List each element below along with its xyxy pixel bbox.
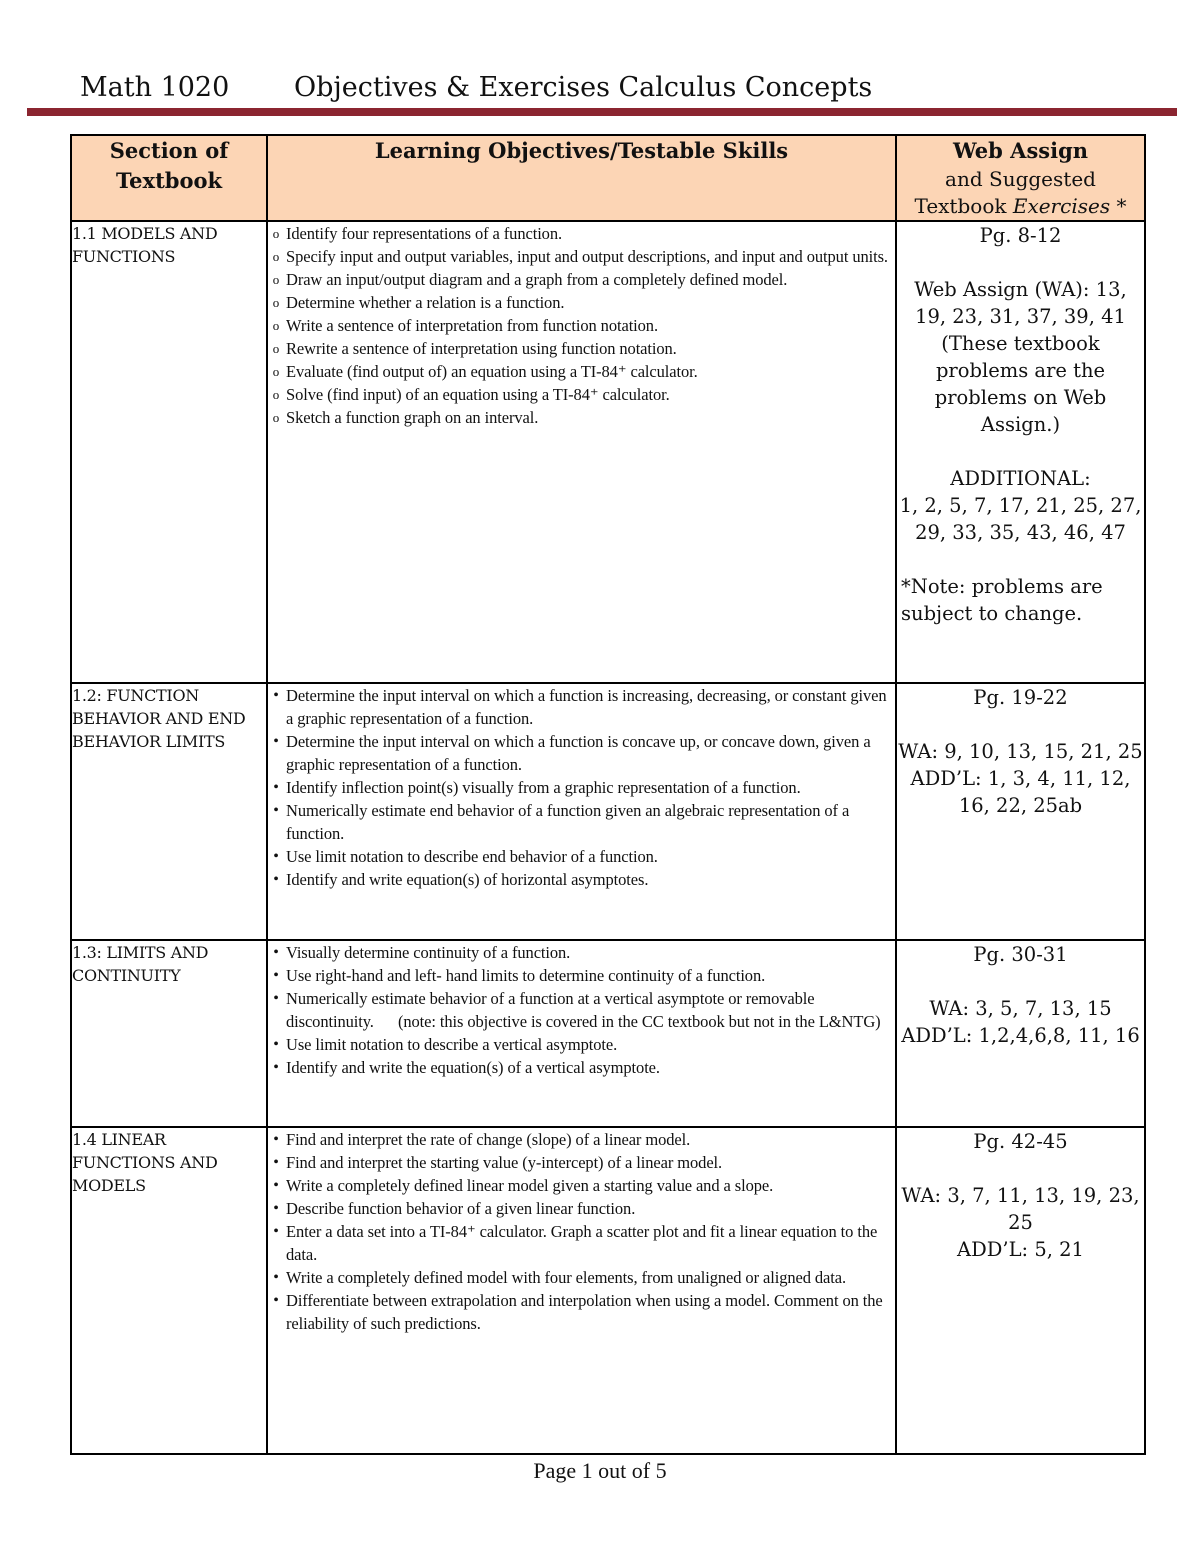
bullet-icon: •	[273, 733, 279, 750]
section-cell: 1.4 LINEAR FUNCTIONS AND MODELS	[71, 1127, 267, 1454]
header-rule	[27, 108, 1177, 116]
objective-text: Specify input and output variables, input and output descriptions, and input and output units.	[286, 247, 888, 266]
objective-item	[268, 1220, 895, 1266]
bullet-icon: •	[273, 1177, 279, 1194]
objective-item	[268, 845, 895, 868]
bullet-icon: •	[273, 990, 279, 1007]
table-row	[71, 221, 1145, 683]
bullet-icon: •	[273, 1131, 279, 1148]
bullet-icon: •	[273, 871, 279, 888]
objective-item	[268, 245, 895, 268]
objective-text: Visually determine continuity of a function.	[286, 943, 571, 962]
bullet-icon: •	[273, 779, 279, 796]
objective-item	[268, 1174, 895, 1197]
objective-text: Identify and write the equation(s) of a vertical asymptote.	[286, 1058, 660, 1077]
bullet-icon: •	[273, 848, 279, 865]
objectives-cell	[267, 940, 896, 1127]
header-objectives: Learning Objectives/Testable Skills	[267, 135, 896, 221]
objective-item	[268, 1033, 895, 1056]
course-code: Math 1020	[80, 72, 230, 103]
objective-item	[268, 383, 895, 406]
objective-text: Write a completely defined model with four elements, from unaligned or aligned data.	[286, 1268, 846, 1287]
objective-item	[268, 799, 895, 845]
table-row	[71, 683, 1145, 940]
bullet-icon: •	[273, 967, 279, 984]
objective-text: Determine the input interval on which a function is concave up, or concave down, given a graphic representation of a function.	[286, 732, 871, 774]
objective-item	[268, 337, 895, 360]
objective-item	[268, 360, 895, 383]
objective-text: Sketch a function graph on an interval.	[286, 408, 539, 427]
webassign-problems: WA: 9, 10, 13, 15, 21, 25	[898, 740, 1143, 763]
section-cell: 1.1 MODELS AND FUNCTIONS	[71, 221, 267, 683]
page-number: Page 1 out of 5	[533, 1458, 667, 1483]
objective-item	[268, 1266, 895, 1289]
document-title: Objectives & Exercises Calculus Concepts	[294, 72, 873, 103]
webassign-cell	[896, 221, 1145, 683]
bullet-icon: •	[273, 802, 279, 819]
header-webassign-sub2-exercises: Exercises	[1012, 194, 1111, 218]
webassign-problems: WA: 3, 7, 11, 13, 19, 23, 25	[901, 1184, 1140, 1234]
bullet-icon: •	[273, 1292, 279, 1309]
objective-item	[268, 291, 895, 314]
additional-label: ADDITIONAL:	[950, 467, 1091, 490]
objective-item	[268, 987, 895, 1033]
page-range: Pg. 42-45	[973, 1130, 1068, 1153]
objective-text: Numerically estimate behavior of a function at a vertical asymptote or removable discontinuity. (note: this objective is covered in the CC textbook but not in the L&NTG)	[286, 989, 881, 1031]
header-webassign-sub2	[897, 193, 1144, 220]
circle-bullet-icon: o	[272, 249, 280, 264]
circle-bullet-icon: o	[272, 341, 280, 356]
objective-text: Find and interpret the rate of change (slope) of a linear model.	[286, 1130, 691, 1149]
header-section	[71, 135, 267, 221]
objective-item	[268, 1056, 895, 1079]
objective-text: Differentiate between extrapolation and interpolation when using a model. Comment on the reliability of such predictions.	[286, 1291, 883, 1333]
objective-item	[268, 1151, 895, 1174]
page-range: Pg. 30-31	[973, 943, 1068, 966]
objective-item	[268, 941, 895, 964]
objective-text: Describe function behavior of a given linear function.	[286, 1199, 636, 1218]
bullet-icon: •	[273, 1059, 279, 1076]
page-range: Pg. 19-22	[973, 686, 1068, 709]
objective-item	[268, 1197, 895, 1220]
circle-bullet-icon: o	[272, 226, 280, 241]
objective-item	[268, 1289, 895, 1335]
objective-text: Determine the input interval on which a function is increasing, decreasing, or constant given a graphic representation of a function.	[286, 686, 887, 728]
page-range: Pg. 8-12	[979, 224, 1062, 247]
objective-item	[268, 268, 895, 291]
header-section-line2: Textbook	[115, 168, 223, 193]
bullet-icon: •	[273, 1223, 279, 1240]
objective-text: Use limit notation to describe a vertical asymptote.	[286, 1035, 618, 1054]
bullet-icon: •	[273, 1200, 279, 1217]
additional-problems: ADD’L: 1,2,4,6,8, 11, 16	[901, 1024, 1140, 1047]
objective-item	[268, 684, 895, 730]
header-webassign-sub2-textbook: Textbook	[914, 194, 1013, 218]
objective-text: Write a sentence of interpretation from function notation.	[286, 316, 658, 335]
webassign-problems: WA: 3, 5, 7, 13, 15	[929, 997, 1112, 1020]
objective-item	[268, 868, 895, 891]
objective-text: Identify four representations of a function.	[286, 224, 563, 243]
objective-text: Use limit notation to describe end behavior of a function.	[286, 847, 658, 866]
section-cell: 1.3: LIMITS AND CONTINUITY	[71, 940, 267, 1127]
section-cell: 1.2: FUNCTION BEHAVIOR AND END BEHAVIOR LIMITS	[71, 683, 267, 940]
additional-problems: ADD’L: 1, 3, 4, 11, 12, 16, 22, 25ab	[910, 767, 1131, 817]
objective-text: Numerically estimate end behavior of a function given an algebraic representation of a function.	[286, 801, 850, 843]
circle-bullet-icon: o	[272, 387, 280, 402]
circle-bullet-icon: o	[272, 272, 280, 287]
objective-text: Draw an input/output diagram and a graph from a completely defined model.	[286, 270, 788, 289]
objective-item	[268, 964, 895, 987]
change-note: *Note: problems are subject to change.	[901, 575, 1103, 625]
objectives-table	[70, 134, 1146, 1455]
objective-item	[268, 730, 895, 776]
header-webassign-title: Web Assign	[952, 138, 1089, 163]
objective-item	[268, 406, 895, 429]
objective-text: Identify inflection point(s) visually from a graphic representation of a function.	[286, 778, 801, 797]
header-webassign	[896, 135, 1145, 221]
webassign-problems: Web Assign (WA): 13, 19, 23, 31, 37, 39, 41 (These textbook problems are the problems on Web Assign.)	[914, 278, 1127, 436]
objective-item	[268, 1128, 895, 1151]
objective-text: Write a completely defined linear model given a starting value and a slope.	[286, 1176, 774, 1195]
table-row	[71, 940, 1145, 1127]
circle-bullet-icon: o	[272, 364, 280, 379]
webassign-cell	[896, 683, 1145, 940]
header-webassign-sub2-star: *	[1110, 194, 1127, 218]
objective-text: Identify and write equation(s) of horizontal asymptotes.	[286, 870, 649, 889]
objectives-cell	[267, 683, 896, 940]
objective-text: Find and interpret the starting value (y-intercept) of a linear model.	[286, 1153, 723, 1172]
objective-text: Rewrite a sentence of interpretation using function notation.	[286, 339, 677, 358]
table-header-row	[71, 135, 1145, 221]
bullet-icon: •	[273, 944, 279, 961]
circle-bullet-icon: o	[272, 318, 280, 333]
bullet-icon: •	[273, 1154, 279, 1171]
webassign-cell	[896, 1127, 1145, 1454]
header-webassign-sub1: and Suggested	[945, 167, 1096, 191]
objective-item	[268, 314, 895, 337]
objective-item	[268, 222, 895, 245]
bullet-icon: •	[273, 1036, 279, 1053]
bullet-icon: •	[273, 687, 279, 704]
webassign-cell	[896, 940, 1145, 1127]
table-row	[71, 1127, 1145, 1454]
objective-text: Evaluate (find output of) an equation using a TI-84⁺ calculator.	[286, 362, 698, 381]
objective-text: Enter a data set into a TI-84⁺ calculator. Graph a scatter plot and fit a linear equation to the data.	[286, 1222, 878, 1264]
circle-bullet-icon: o	[272, 410, 280, 425]
objective-text: Determine whether a relation is a function.	[286, 293, 565, 312]
bullet-icon: •	[273, 1269, 279, 1286]
header-section-line1: Section of	[109, 138, 229, 163]
additional-problems: 1, 2, 5, 7, 17, 21, 25, 27, 29, 33, 35, 43, 46, 47	[899, 494, 1142, 544]
objective-item	[268, 776, 895, 799]
objective-text: Use right-hand and left- hand limits to determine continuity of a function.	[286, 966, 766, 985]
objectives-cell	[267, 221, 896, 683]
objectives-cell	[267, 1127, 896, 1454]
objective-text: Solve (find input) of an equation using a TI-84⁺ calculator.	[286, 385, 670, 404]
additional-problems: ADD’L: 5, 21	[957, 1238, 1084, 1261]
circle-bullet-icon: o	[272, 295, 280, 310]
